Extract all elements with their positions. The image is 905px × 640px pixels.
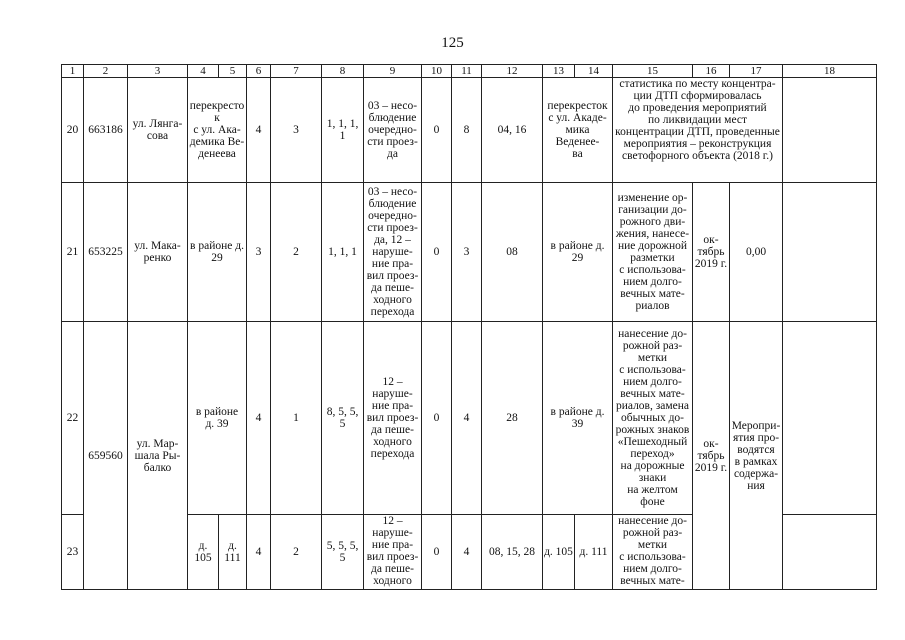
header-cell: 3 [128,65,188,78]
row-number: 23 [62,515,84,590]
table-cell [783,322,877,515]
location-cell: в районе д. 39 [188,322,247,515]
location-cell: перекресток с ул. Ака- демика Ве- денеева [188,78,247,183]
table-cell [783,515,877,590]
table-cell: 1, 1, 1, 1 [322,78,364,183]
table-cell: 04, 16 [482,78,543,183]
data-table [61,64,877,590]
table-cell: д. 111 [575,515,613,590]
header-cell: 10 [422,65,452,78]
table-cell: 0 [422,183,452,322]
table-cell: 1 [271,322,322,515]
header-cell: 7 [271,65,322,78]
header-cell: 17 [730,65,783,78]
table-cell: 28 [482,322,543,515]
street-cell: ул. Мар- шала Ры- балко [128,322,188,590]
table-cell: 8 [452,78,482,183]
table-cell: 3 [271,78,322,183]
measures-cell: изменение ор- ганизации до- рожного дви- жения, нанесе- ние дорожной разметки с использова- нием долго- вечных мате- риалов [613,183,693,322]
table-cell: 0 [422,322,452,515]
header-cell: 14 [575,65,613,78]
cost-cell: 0,00 [730,183,783,322]
table-cell [783,78,877,183]
table-cell: 08 [482,183,543,322]
header-cell: 9 [364,65,422,78]
record-id: 663186 [84,78,128,183]
table-row [62,322,877,515]
header-cell: 15 [613,65,693,78]
violation-cell: 03 – несо- блюдение очередно- сти проез- да [364,78,422,183]
header-cell: 8 [322,65,364,78]
location-cell: перекресток с ул. Акаде- мика Веденее- ва [543,78,613,183]
header-cell: 13 [543,65,575,78]
header-cell: 16 [693,65,730,78]
location-cell: в районе д. 29 [188,183,247,322]
table-cell: 3 [452,183,482,322]
header-cell: 4 [188,65,219,78]
table-cell: 4 [452,322,482,515]
location-cell: в районе д. 39 [543,322,613,515]
header-row [62,65,877,78]
violation-cell: 12 – наруше- ние пра- вил проез- да пеше- ходного [364,515,422,590]
table-row [62,183,877,322]
header-cell: 18 [783,65,877,78]
table-cell: 2 [271,515,322,590]
table-cell: д. 105 [188,515,219,590]
record-id: 653225 [84,183,128,322]
row-number: 21 [62,183,84,322]
table-cell: 4 [247,515,271,590]
table-cell: д. 111 [219,515,247,590]
record-id: 659560 [84,322,128,590]
table-cell [783,183,877,322]
header-cell: 2 [84,65,128,78]
table-cell: 8, 5, 5, 5 [322,322,364,515]
table-cell: 3 [247,183,271,322]
header-cell: 12 [482,65,543,78]
header-cell: 11 [452,65,482,78]
table-cell: 4 [452,515,482,590]
header-cell: 1 [62,65,84,78]
violation-cell: 03 – несо- блюдение очередно- сти проез- да, 12 – наруше- ние пра- вил проез- да пеше- ходного перехода [364,183,422,322]
header-cell: 6 [247,65,271,78]
measures-cell: статистика по месту концентра- ции ДТП сформировалась до проведения мероприятий по ликвидации мест концентрации ДТП, проведенные мероприятия – реконструкция светофорного объекта (2018 г.) [613,78,783,183]
measures-cell: нанесение до- рожной раз- метки с использова- нием долго- вечных мате- [613,515,693,590]
table-cell: 2 [271,183,322,322]
row-number: 20 [62,78,84,183]
measures-cell: нанесение до- рожной раз- метки с использова- нием долго- вечных мате- риалов, замена обычных до- рожных знаков «Пешеходный переход» на дорожные знаки на желтом фоне [613,322,693,515]
page-number: 125 [441,35,464,51]
table-cell: 4 [247,322,271,515]
table-cell: 0 [422,78,452,183]
deadline-cell: ок- тябрь 2019 г. [693,322,730,590]
header-cell: 5 [219,65,247,78]
table-cell: 1, 1, 1 [322,183,364,322]
table-cell: 4 [247,78,271,183]
table-cell: д. 105 [543,515,575,590]
violation-cell: 12 – наруше- ние пра- вил проез- да пеше- ходного перехода [364,322,422,515]
row-number: 22 [62,322,84,515]
table-cell: 08, 15, 28 [482,515,543,590]
street-cell: ул. Мака- ренко [128,183,188,322]
deadline-cell: ок- тябрь 2019 г. [693,183,730,322]
table-cell: 0 [422,515,452,590]
location-cell: в районе д. 29 [543,183,613,322]
street-cell: ул. Лянга- сова [128,78,188,183]
table-row [62,78,877,183]
table-cell: 5, 5, 5, 5 [322,515,364,590]
cost-cell: Меропри- ятия про- водятся в рамках содержа- ния [730,322,783,590]
